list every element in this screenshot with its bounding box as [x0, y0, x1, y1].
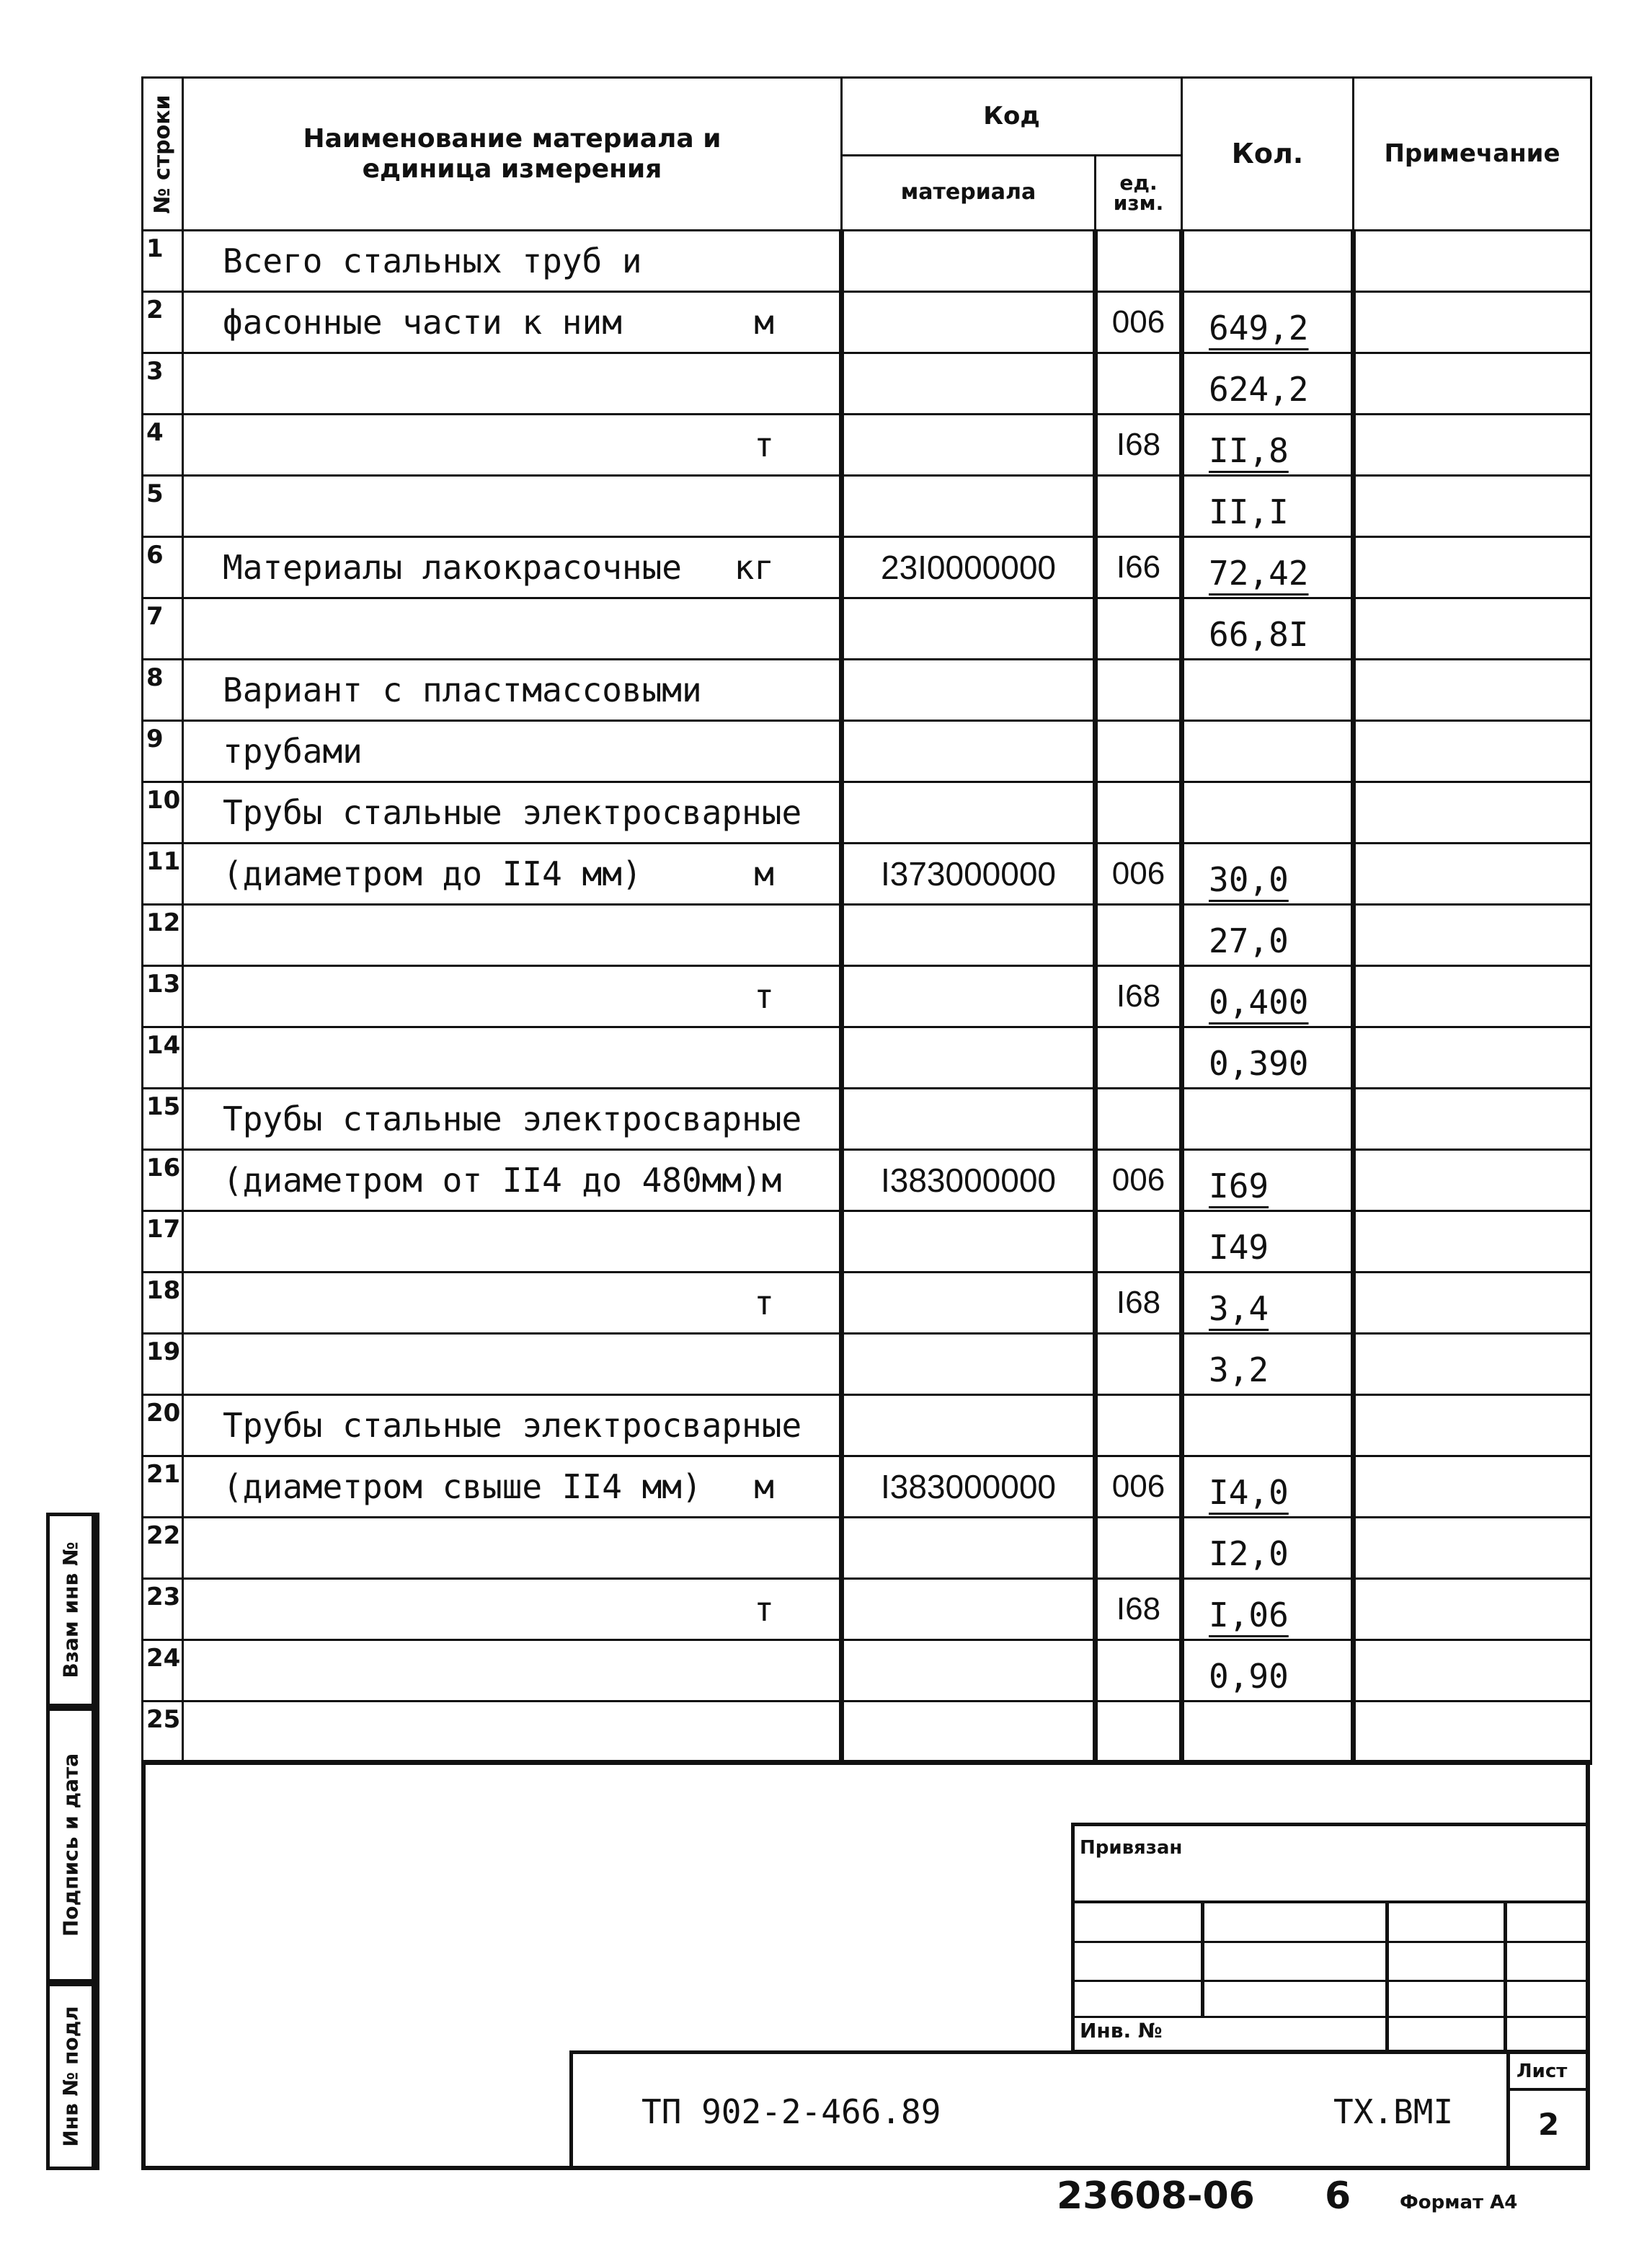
material-code [842, 1579, 1096, 1640]
unit-label: т [754, 1590, 774, 1629]
material-code: 23I0000000 [842, 537, 1096, 598]
material-code [842, 782, 1096, 844]
table-row [143, 1027, 1591, 1089]
unit-code: I68 [1096, 1273, 1182, 1334]
note-cell [1354, 1334, 1591, 1395]
unit-code [1096, 1640, 1182, 1702]
row-number: 6 [143, 537, 183, 598]
vzam-inv-cell: Взам инв № [46, 1513, 95, 1707]
note-cell [1354, 1579, 1591, 1640]
material-name: трубами [183, 721, 842, 782]
unit-label: т [754, 1283, 774, 1322]
row-number: 8 [143, 660, 183, 721]
row-number: 22 [143, 1518, 183, 1579]
table-row [143, 1456, 1591, 1518]
material-name: фасонные части к ним м [183, 292, 842, 353]
quantity [1182, 231, 1354, 292]
table-row [143, 1702, 1591, 1763]
note-cell [1354, 476, 1591, 537]
inv-no-label: Инв. № [1080, 2019, 1163, 2043]
unit-code: I68 [1096, 1579, 1182, 1640]
row-number: 19 [143, 1334, 183, 1395]
row-number-header: № строки [143, 78, 183, 231]
material-code [842, 1273, 1096, 1334]
privyazan-line-2 [1071, 1941, 1590, 1943]
note-cell [1354, 1702, 1591, 1763]
material-name [183, 1579, 842, 1640]
material-name [183, 415, 842, 476]
quantity [1182, 1395, 1354, 1456]
table-row [143, 905, 1591, 966]
unit-label: м [754, 854, 774, 893]
material-name: (диаметром до II4 мм) м [183, 844, 842, 905]
table-row [143, 1211, 1591, 1273]
note-cell [1354, 1395, 1591, 1456]
archive-number: 23608-06 [1057, 2174, 1255, 2218]
row-number: 23 [143, 1579, 183, 1640]
material-name: Трубы стальные электросварные [183, 1089, 842, 1150]
table-row [143, 1150, 1591, 1211]
table-row [143, 231, 1591, 292]
row-number: 13 [143, 966, 183, 1027]
note-cell [1354, 660, 1591, 721]
row-number: 10 [143, 782, 183, 844]
material-code [842, 231, 1096, 292]
privyazan-col-2 [1385, 1902, 1389, 2053]
row-number: 12 [143, 905, 183, 966]
material-code [842, 1027, 1096, 1089]
material-code: I383000000 [842, 1150, 1096, 1211]
unit-code: I68 [1096, 966, 1182, 1027]
unit-code [1096, 660, 1182, 721]
unit-code [1096, 231, 1182, 292]
privyazan-col-3 [1504, 1902, 1507, 2053]
table-row [143, 966, 1591, 1027]
material-name [183, 1273, 842, 1334]
unit-code: 006 [1096, 1150, 1182, 1211]
quantity: 0,390 [1182, 1027, 1354, 1089]
material-name [183, 1211, 842, 1273]
row-number: 7 [143, 598, 183, 660]
quantity: 3,4 [1182, 1273, 1354, 1334]
note-cell [1354, 353, 1591, 415]
note-cell [1354, 1518, 1591, 1579]
row-number: 2 [143, 292, 183, 353]
quantity: I2,0 [1182, 1518, 1354, 1579]
material-code [842, 1518, 1096, 1579]
material-code: I383000000 [842, 1456, 1096, 1518]
quantity: 66,8I [1182, 598, 1354, 660]
format-label: Формат А4 [1400, 2192, 1518, 2213]
quantity [1182, 721, 1354, 782]
row-number: 14 [143, 1027, 183, 1089]
quantity: 30,0 [1182, 844, 1354, 905]
quantity: I69 [1182, 1150, 1354, 1211]
material-code [842, 1211, 1096, 1273]
list-number: 2 [1538, 2107, 1560, 2142]
material-name: (диаметром от II4 до 480мм)м [183, 1150, 842, 1211]
row-number: 15 [143, 1089, 183, 1150]
quantity: 624,2 [1182, 353, 1354, 415]
material-code [842, 660, 1096, 721]
note-cell [1354, 844, 1591, 905]
row-number: 21 [143, 1456, 183, 1518]
row-number: 18 [143, 1273, 183, 1334]
unit-code [1096, 1027, 1182, 1089]
note-cell [1354, 1456, 1591, 1518]
table-row [143, 660, 1591, 721]
table-row [143, 415, 1591, 476]
material-name [183, 1518, 842, 1579]
material-code [842, 1640, 1096, 1702]
material-code [842, 353, 1096, 415]
table-row [143, 1089, 1591, 1150]
unit-code [1096, 721, 1182, 782]
code-unit-header: ед. изм. [1096, 156, 1182, 231]
unit-code: 006 [1096, 292, 1182, 353]
table-row [143, 1395, 1591, 1456]
unit-code [1096, 1089, 1182, 1150]
quantity: 27,0 [1182, 905, 1354, 966]
unit-label: м [754, 1467, 774, 1506]
row-number: 11 [143, 844, 183, 905]
unit-code [1096, 905, 1182, 966]
table-row [143, 476, 1591, 537]
podpis-data-cell: Подпись и дата [46, 1707, 95, 1983]
note-cell [1354, 598, 1591, 660]
note-cell [1354, 1640, 1591, 1702]
unit-code [1096, 1211, 1182, 1273]
note-cell [1354, 1027, 1591, 1089]
doc-mark: ТХ.ВМI [1333, 2092, 1454, 2131]
privyazan-col-1 [1201, 1902, 1204, 2016]
material-name: Всего стальных труб и [183, 231, 842, 292]
unit-label: м [754, 303, 774, 342]
unit-code [1096, 1334, 1182, 1395]
table-row [143, 353, 1591, 415]
material-code [842, 721, 1096, 782]
material-name: Трубы стальные электросварные [183, 1395, 842, 1456]
material-code [842, 598, 1096, 660]
privyazan-label: Привязан [1080, 1837, 1183, 1859]
quantity: 72,42 [1182, 537, 1354, 598]
material-name [183, 1334, 842, 1395]
row-number: 4 [143, 415, 183, 476]
qty-header: Кол. [1182, 78, 1354, 231]
row-number: 25 [143, 1702, 183, 1763]
quantity [1182, 782, 1354, 844]
note-cell [1354, 782, 1591, 844]
material-code [842, 1395, 1096, 1456]
table-row [143, 721, 1591, 782]
quantity: I49 [1182, 1211, 1354, 1273]
list-divider [1506, 2050, 1510, 2170]
quantity: II,8 [1182, 415, 1354, 476]
quantity: 0,400 [1182, 966, 1354, 1027]
note-cell [1354, 415, 1591, 476]
material-code [842, 1089, 1096, 1150]
table-row [143, 537, 1591, 598]
quantity: I4,0 [1182, 1456, 1354, 1518]
privyazan-line-3 [1071, 1980, 1590, 1982]
privyazan-line-4 [1071, 2016, 1590, 2018]
unit-code [1096, 353, 1182, 415]
row-number: 3 [143, 353, 183, 415]
material-name: Вариант с пластмассовыми [183, 660, 842, 721]
material-code [842, 476, 1096, 537]
list-line [1506, 2088, 1590, 2091]
quantity [1182, 660, 1354, 721]
unit-code: I68 [1096, 415, 1182, 476]
table-row [143, 598, 1591, 660]
table-row [143, 1334, 1591, 1395]
unit-code [1096, 476, 1182, 537]
material-name: Трубы стальные электросварные [183, 782, 842, 844]
material-code [842, 966, 1096, 1027]
note-cell [1354, 537, 1591, 598]
quantity [1182, 1702, 1354, 1763]
material-code: I373000000 [842, 844, 1096, 905]
table-row [143, 292, 1591, 353]
material-name [183, 476, 842, 537]
material-code [842, 415, 1096, 476]
material-name [183, 1027, 842, 1089]
note-header: Примечание [1354, 78, 1591, 231]
note-cell [1354, 905, 1591, 966]
name-header: Наименование материала и единица измерения [183, 78, 842, 231]
unit-code [1096, 1395, 1182, 1456]
note-cell [1354, 721, 1591, 782]
table-row [143, 844, 1591, 905]
strip-divider [95, 1513, 99, 2170]
list-label: Лист [1516, 2061, 1568, 2082]
material-name [183, 1640, 842, 1702]
unit-code: 006 [1096, 1456, 1182, 1518]
table-row [143, 1518, 1591, 1579]
material-code [842, 1334, 1096, 1395]
row-number: 16 [143, 1150, 183, 1211]
code-material-header: материала [842, 156, 1096, 231]
table-row [143, 1273, 1591, 1334]
material-name [183, 1702, 842, 1763]
table-row [143, 1579, 1591, 1640]
note-cell [1354, 231, 1591, 292]
quantity: I,06 [1182, 1579, 1354, 1640]
copy-number: 6 [1325, 2174, 1351, 2218]
row-number: 17 [143, 1211, 183, 1273]
unit-code [1096, 782, 1182, 844]
unit-code: I66 [1096, 537, 1182, 598]
row-number: 20 [143, 1395, 183, 1456]
material-name [183, 905, 842, 966]
privyazan-line-1 [1071, 1900, 1590, 1903]
quantity: II,I [1182, 476, 1354, 537]
unit-label: кг [734, 548, 774, 587]
material-code [842, 905, 1096, 966]
unit-code [1096, 1518, 1182, 1579]
material-name [183, 353, 842, 415]
note-cell [1354, 1089, 1591, 1150]
table-row [143, 1640, 1591, 1702]
row-number: 9 [143, 721, 183, 782]
quantity [1182, 1089, 1354, 1150]
row-number: 24 [143, 1640, 183, 1702]
row-number: 5 [143, 476, 183, 537]
quantity: 3,2 [1182, 1334, 1354, 1395]
unit-label: т [754, 977, 774, 1016]
note-cell [1354, 1273, 1591, 1334]
unit-code: 006 [1096, 844, 1182, 905]
material-name [183, 598, 842, 660]
note-cell [1354, 1211, 1591, 1273]
material-name [183, 966, 842, 1027]
spec-table [141, 76, 1592, 1765]
material-code [842, 292, 1096, 353]
frame-left [141, 1765, 146, 2170]
material-name: Материалы лакокрасочные кг [183, 537, 842, 598]
code-header: Код [842, 78, 1182, 156]
quantity: 0,90 [1182, 1640, 1354, 1702]
note-cell [1354, 966, 1591, 1027]
quantity: 649,2 [1182, 292, 1354, 353]
doc-code: ТП 902-2-466.89 [641, 2092, 941, 2131]
table-row [143, 782, 1591, 844]
unit-code [1096, 1702, 1182, 1763]
inv-podl-cell: Инв № подл [46, 1983, 95, 2170]
unit-label: т [754, 425, 774, 464]
row-number: 1 [143, 231, 183, 292]
material-name: (диаметром свыше II4 мм) м [183, 1456, 842, 1518]
note-cell [1354, 292, 1591, 353]
material-code [842, 1702, 1096, 1763]
note-cell [1354, 1150, 1591, 1211]
unit-code [1096, 598, 1182, 660]
